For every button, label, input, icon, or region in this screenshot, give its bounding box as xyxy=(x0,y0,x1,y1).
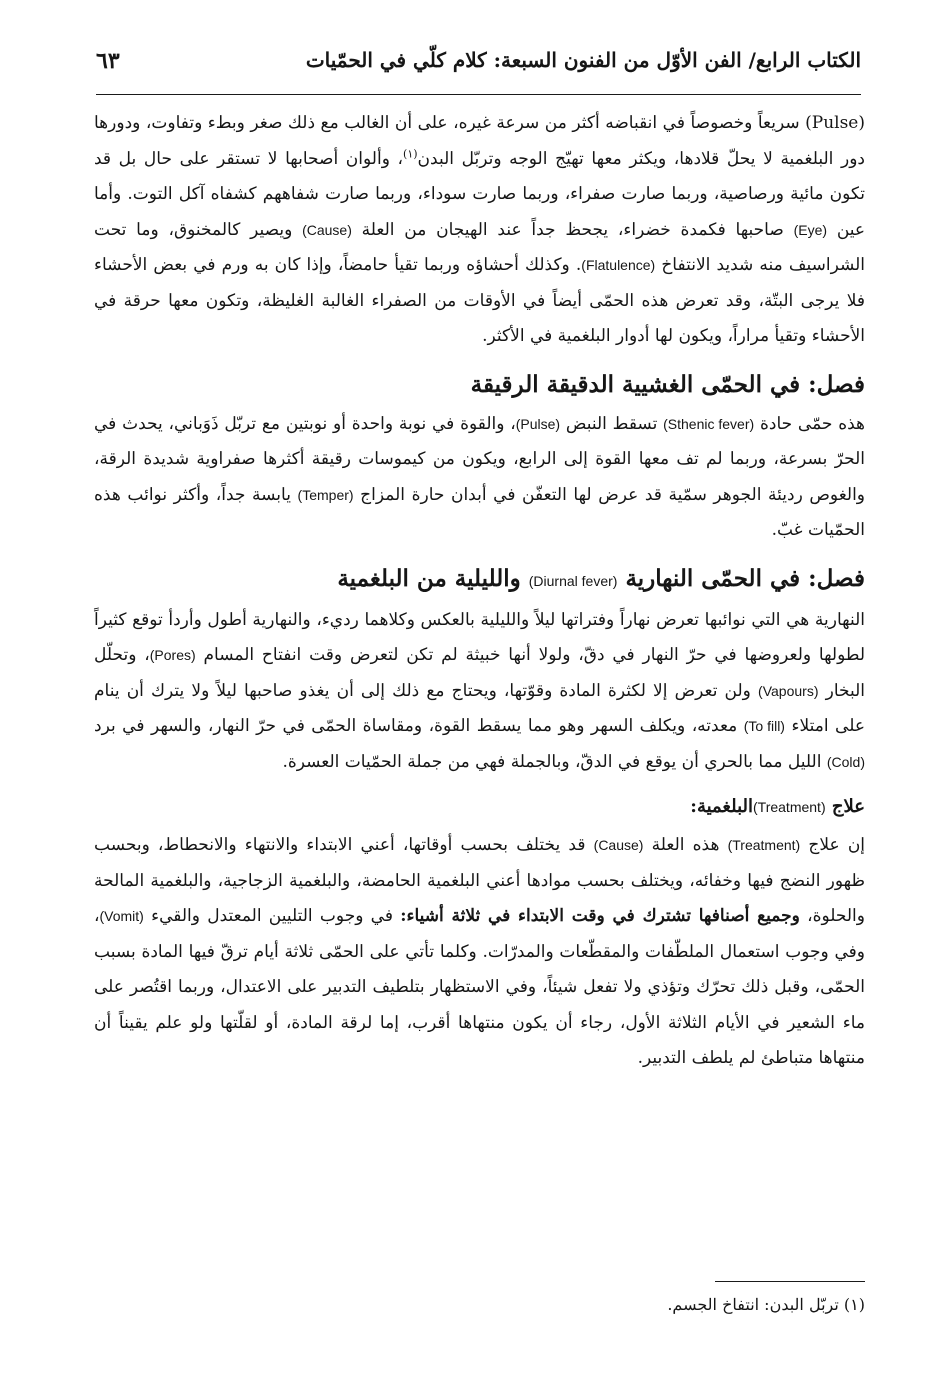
paragraph-diurnal: النهارية هي التي نوائبها تعرض نهاراً وفتراتها ليلاً والليلية بالعكس وكلاهما رديء، والنهارية أطول وأردأ توقع كثيراً لطولها ولعروضها في حرّ النهار في دقّ، ولولا أنها خبيثة لم تكن لتعرض وقت انفتاح المسام (Pores)، وتحلّل البخار (Vapours) ولن تعرض إلا لكثرة المادة وقوّتها، ويحتاج مع ذلك إلى أن يغذو صاحبها ليلاً ولا يترك أن ينام على امتلاء (To fill) معدته، ويكلف السهر وهو مما يسقط القوة، ومقاساة الحمّى في حرّ النهار، والسهر في برد (Cold) الليل مما بالحري أن يوقع في الدقّ، وبالجملة فهي من جملة الحمّيات العسرة. xyxy=(94,603,865,781)
latin-term: (Vomit) xyxy=(99,908,144,924)
latin-term: (Pores) xyxy=(149,647,196,663)
paragraph-treatment: إن علاج (Treatment) هذه العلة (Cause) قد يختلف بحسب أوقاتها، أعني الابتداء والانتهاء والانحطاط، وبحسب ظهور النضج فيها وخفائه، ويختلف بحسب موادها أعني البلغمية الحامضة، والبلغمية الزجاجية، والبلغمية المالحة والحلوة، وجميع أصنافها تشترك في وقت الابتداء في ثلاثة أشياء: في وجوب التليين المعتدل والقيء (Vomit)، وفي وجوب استعمال الملطّفات والمقطّعات والمدرّات. وكلما تأتي على الحمّى ثلاثة أيام ترقّ فيها المادة بسبب الحمّى، وقبل ذلك تحرّك وتؤذي ولا تفعل شيئاً، وفي الاستظهار بتلطيف التدبير على الاعتدال، وربما اقتُصر على ماء الشعير في الأيام الثلاثة الأول، رجاء أن يكون منتهاها أقرب، إما لرقة المادة، أو لقلّتها ولو علم يقيناً أن منتهاها متباطئ لم يلطف التدبير. xyxy=(94,828,865,1077)
latin-term: (Pulse) xyxy=(515,415,561,432)
running-title: الكتاب الرابع/ الفن الأوّل من الفنون السبعة: كلام كلّي في الحمّيات xyxy=(305,48,861,72)
latin-term: (Treatment) xyxy=(727,837,801,853)
section-heading-ghashi: فصل: في الحمّى الغشيية الدقيقة الرقيقة xyxy=(470,370,865,398)
paragraph-intro: (Pulse) سريعاً وخصوصاً في انقباضه أكثر من سرعة غيره، على أن الغالب مع ذلك صغر وبطء وتفاوت، ودورها دور البلغمية لا يحلّ قلادها، ويكثر معها تهيّج الوجه وتربّل البدن$^{(١)}$، وألوان أصحابها لا تستقر على حال بل قد تكون مائية ورصاصية، وربما صارت صفراء، وربما صارت سوداء، وربما صارت شفاههم كشفاه آكل التوت. وأما عين (Eye) صاحبها فكمدة خضراء، يجحظ جداً عند الهيجان من العلة (Cause) ويصير كالمخنوق، وما تحت الشراسيف منه شديد الانتفاخ (Flatulence). وكذلك أحشاؤه وربما تقيأ حامضاً، وإذا كان به ورم في بعض الأحشاء فلا يرجى البتّة، وقد تعرض هذه الحمّى أيضاً في الأوقات من الصفراء الغالبة الغليظة، وتكون معها حرقة في الأحشاء وتقيأ مراراً، ويكون لها أدوار البلغمية في الأكثر. xyxy=(94,113,866,346)
latin-term: (Eye) xyxy=(793,221,828,238)
page-number: ٦٣ xyxy=(96,48,120,74)
latin-term: (Temper) xyxy=(297,486,354,503)
subheading-treatment: علاج (Treatment)البلغمية: xyxy=(94,786,865,828)
footnote-text: تربّل البدن: انتفاخ الجسم. xyxy=(667,1295,839,1314)
bold-phrase: وجميع أصنافها تشترك في وقت الابتداء في ثلاثة أشياء: xyxy=(400,906,800,926)
latin-term: (Sthenic fever) xyxy=(663,415,755,432)
latin-term: (Treatment) xyxy=(753,799,826,815)
footnote-marker: (١) xyxy=(843,1295,865,1314)
latin-term: (Cause) xyxy=(302,221,352,238)
latin-term: (Flatulence) xyxy=(581,257,656,273)
spacer xyxy=(94,355,865,363)
footnote xyxy=(94,1290,865,1320)
latin-term: (Cause) xyxy=(593,837,644,853)
header-rule xyxy=(96,94,861,95)
footnote-reference[interactable]: (١) xyxy=(403,146,418,160)
footnote-rule xyxy=(715,1281,865,1282)
running-head xyxy=(96,48,861,88)
latin-term: (Vapours) xyxy=(758,682,819,699)
latin-term: (To fill) xyxy=(743,718,785,734)
latin-term: (Diurnal fever) xyxy=(528,572,618,589)
section-heading-diurnal: فصل: في الحمّى النهارية (Diurnal fever) والليلية من البلغمية xyxy=(94,557,865,603)
paragraph-ghashi: هذه حمّى حادة (Sthenic fever) تسقط النبض (Pulse)، والقوة في نوبة واحدة أو نوبتين مع تربّل ذَوَباني، يحدث في الحرّ بسرعة، وربما لم تف معها القوة إلى الرابع، ويكون من كيموسات رقيقة أكثرها صفراوية شديدة الرقة، والغوص رديئة الجوهر سمّية قد عرض لها التعفّن في أبدان حارة المزاج (Temper) يابسة جداً، وأكثر نوائب هذه الحمّيات غبّ. xyxy=(94,407,865,549)
spacer xyxy=(94,549,865,557)
latin-term: (Cold) xyxy=(826,753,865,770)
body-text xyxy=(94,106,865,1077)
